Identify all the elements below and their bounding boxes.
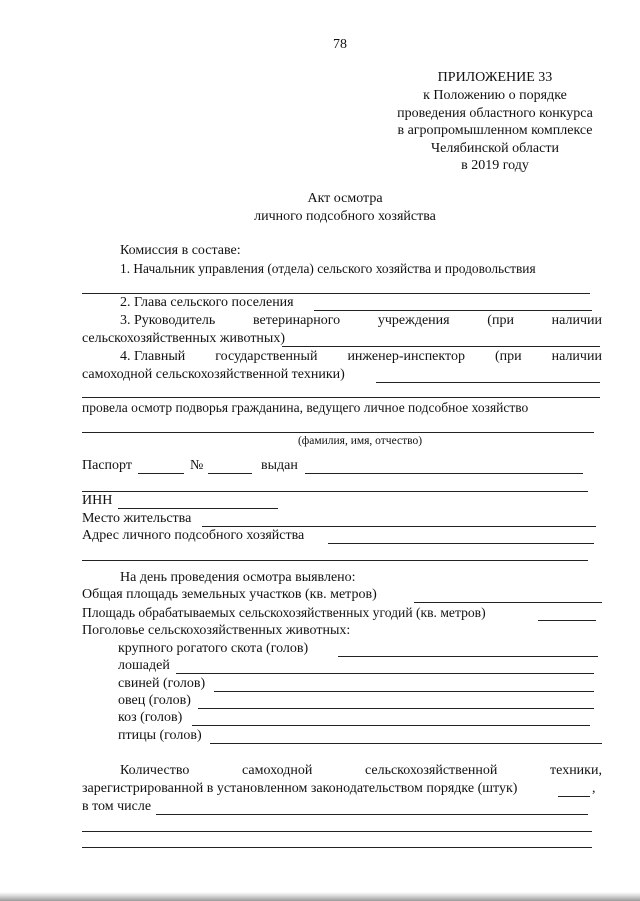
annex-line: к Положению о порядке — [423, 88, 567, 103]
fill-line-machinery-count[interactable] — [558, 796, 590, 797]
conducted-text: провела осмотр подворья гражданина, ведущего личное подсобное хозяйство — [82, 400, 529, 415]
livestock-horses: лошадей — [118, 658, 170, 673]
fill-line-issued[interactable] — [305, 473, 583, 474]
livestock-cattle: крупного рогатого скота (голов) — [118, 641, 309, 656]
commission-member-4-cont: самоходной сельскохозяйственной техники) — [82, 367, 345, 382]
farm-address-label: Адрес личного подсобного хозяйства — [82, 528, 305, 543]
findings-intro: На день проведения осмотра выявлено: — [120, 570, 356, 585]
commission-intro: Комиссия в составе: — [120, 243, 241, 258]
fill-line-member-2[interactable] — [314, 310, 592, 311]
land-area-label: Общая площадь земельных участков (кв. метров) — [82, 587, 377, 602]
fill-line-horses[interactable] — [176, 673, 594, 674]
issued-label: выдан — [261, 458, 298, 473]
fill-line-issued-2[interactable] — [82, 491, 588, 492]
fill-line-member-1[interactable] — [82, 293, 590, 294]
fill-line-pigs[interactable] — [214, 691, 594, 692]
fill-line-cultivated-area[interactable] — [538, 620, 596, 621]
fill-line-residence[interactable] — [202, 526, 596, 527]
livestock-poultry: птицы (голов) — [118, 728, 202, 743]
machinery-line-2: зарегистрированной в установленном законодательством порядке (штук) — [82, 781, 518, 796]
cultivated-area-label: Площадь обрабатываемых сельскохозяйственных угодий (кв. метров) — [82, 605, 486, 620]
act-title: Акт осмотра — [307, 191, 383, 206]
fio-caption: (фамилия, имя, отчество) — [297, 435, 423, 447]
fill-line-passport-number[interactable] — [208, 473, 252, 474]
passport-label: Паспорт — [82, 458, 132, 473]
annex-line: Челябинской области — [431, 141, 559, 156]
commission-member-2: 2. Глава сельского поселения — [120, 295, 294, 310]
livestock-pigs: свиней (голов) — [118, 676, 206, 691]
fill-line-poultry[interactable] — [210, 743, 602, 744]
machinery-line-1: Количество самоходной сельскохозяйственной техники, — [120, 763, 602, 778]
livestock-goats: коз (голов) — [118, 710, 183, 725]
fill-line-farm-address[interactable] — [328, 543, 594, 544]
annex-line: проведения областного конкурса — [397, 106, 593, 121]
inn-label: ИНН — [82, 493, 113, 508]
fill-line-member-4[interactable] — [376, 382, 600, 383]
fill-line-member-3[interactable] — [282, 346, 600, 347]
livestock-title: Поголовье сельскохозяйственных животных: — [82, 623, 351, 638]
residence-label: Место жительства — [82, 511, 192, 526]
fill-line-farm-address-2[interactable] — [82, 560, 588, 561]
scan-bottom-edge — [0, 892, 640, 901]
fill-line-inn[interactable] — [118, 508, 278, 509]
commission-member-1: 1. Начальник управления (отдела) сельского хозяйства и продовольствия — [120, 261, 536, 276]
livestock-sheep: овец (голов) — [118, 693, 191, 708]
fill-line-machinery-1[interactable] — [156, 814, 588, 815]
commission-member-3: 3. Руководитель ветеринарного учреждения (при наличии — [120, 313, 602, 328]
machinery-comma: , — [592, 781, 596, 796]
machinery-line-3: в том числе — [82, 799, 152, 814]
page-number: 78 — [333, 37, 347, 52]
fill-line-goats[interactable] — [192, 725, 590, 726]
fill-line-member-4b[interactable] — [82, 397, 600, 398]
annex-title: ПРИЛОЖЕНИЕ 33 — [437, 70, 553, 85]
annex-line: в 2019 году — [461, 158, 529, 173]
fill-line-machinery-3[interactable] — [82, 847, 592, 848]
fill-line-machinery-2[interactable] — [82, 831, 592, 832]
commission-member-4: 4. Главный государственный инженер-инспектор (при наличии — [120, 349, 602, 364]
fill-line-cattle[interactable] — [338, 656, 598, 657]
act-subtitle: личного подсобного хозяйства — [254, 209, 436, 224]
annex-line: в агропромышленном комплексе — [397, 123, 593, 138]
number-sign: № — [190, 458, 204, 473]
fill-line-land-area[interactable] — [414, 602, 602, 603]
commission-member-3-cont: сельскохозяйственных животных) — [82, 331, 285, 346]
fill-line-sheep[interactable] — [198, 708, 594, 709]
fill-line-passport-series[interactable] — [138, 473, 184, 474]
